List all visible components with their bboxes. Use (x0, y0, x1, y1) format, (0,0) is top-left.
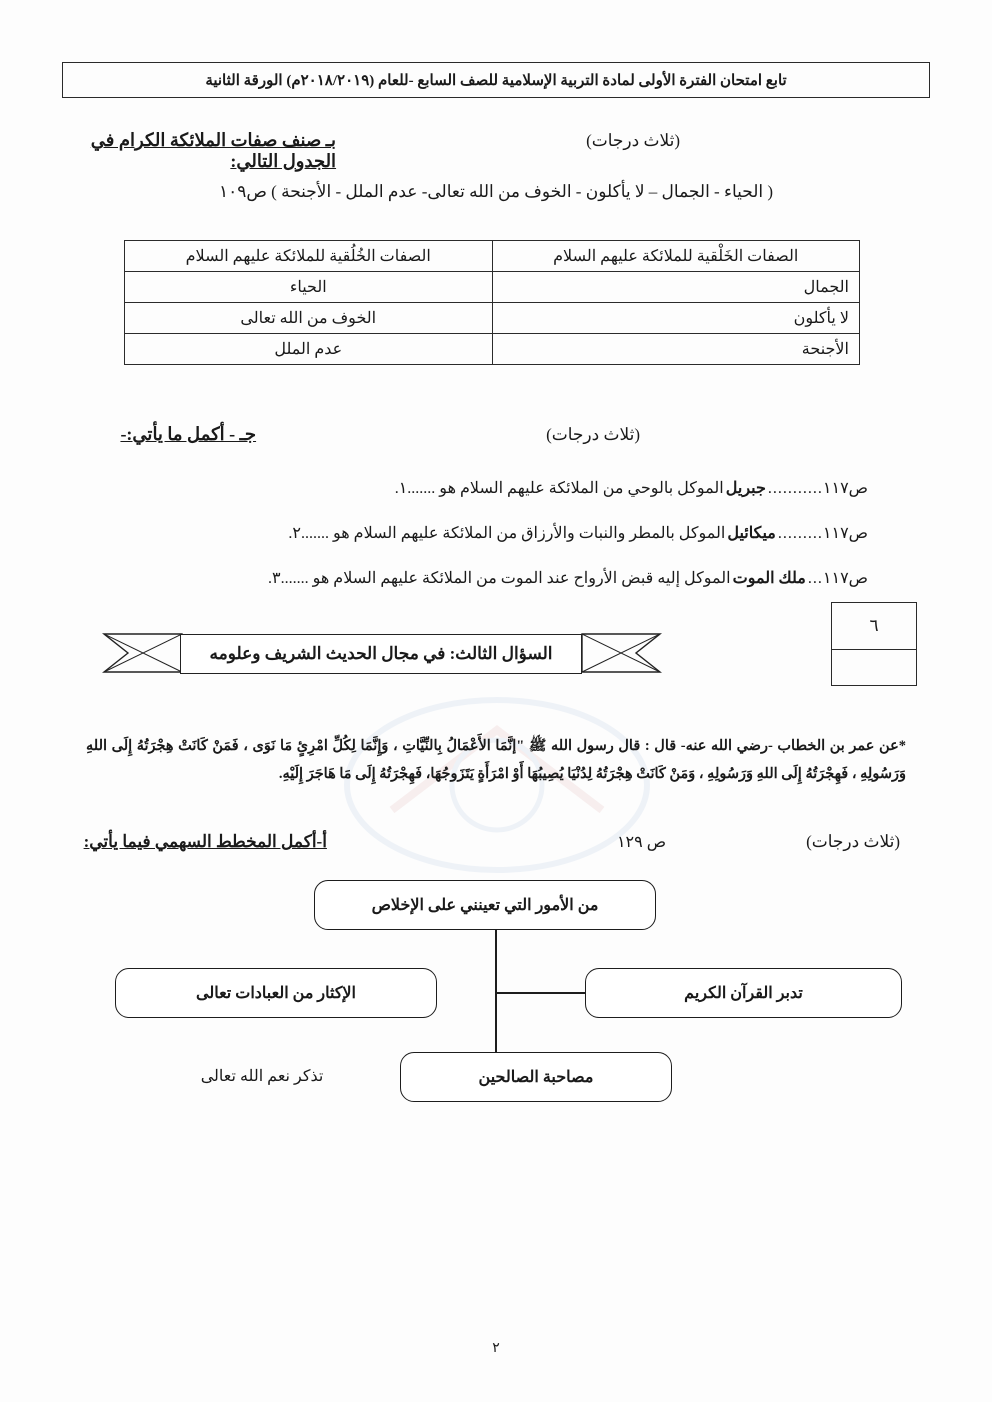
fill-item-dots-3: ... (807, 570, 823, 587)
fill-item (62, 523, 882, 543)
section-b-heading (62, 130, 930, 172)
diagram-node-left: الإكثار من العبادات تعالى (115, 968, 437, 1018)
diagram-node-root: من الأمور التي تعينني على الإخلاص (314, 880, 656, 930)
fill-item-answer-3: ملك الموت (732, 570, 806, 587)
table-row (125, 303, 860, 334)
hadith-text: *عن عمر بن الخطاب -رضي الله عنه- قال : قال رسول الله ﷺ "إنَّمَا الأَعْمَالُ بِالنِّيَّاتِ ، وَإِنَّمَا لِكُلِّ امْرِئٍ مَا نَوَى ، فَمَنْ كَانَتْ هِجْرَتُهُ إِلَى اللهِ وَرَسُولِهِ ، فَهِجْرَتُهُ إِلَى اللهِ وَرَسُولِهِ ، وَمَنْ كَانَتْ هِجْرَتُهُ لِدُنْيَا يُصِيبُهَا أَوْ امْرَأَةٍ يَتَزَوجُهَا، فَهِجْرَتُهُ إِلَى مَا هَاجَرَ إِلَيْهِ. (86, 738, 906, 783)
cell-khalqiya-3: الأجنحة (492, 334, 860, 365)
diagram-note-handwritten: تذكر نعم الله تعالى (200, 1068, 324, 1085)
cell-khuluqiya-2: الخوف من الله تعالى (125, 303, 493, 334)
mark-box-empty-cell (832, 650, 916, 684)
fill-item-dots-2: ......... (777, 525, 823, 542)
section-a2-marks: (ثلاث درجات) (806, 832, 900, 851)
mark-box (831, 602, 917, 686)
exam-header-box (62, 62, 930, 98)
table-header-row (125, 241, 860, 272)
page-number: ٢ (492, 1341, 500, 1356)
diagram-connector-vertical (495, 928, 497, 1068)
section-c-label: جـ - أكمل ما يأتي:- (120, 424, 257, 444)
section-b-choices-text: ( الحياء - الجمال – لا يأكلون - الخوف من الله تعالى- عدم الملل - الأجنحة ) ص١٠٩ (218, 182, 774, 201)
diagram-node-right: تدبر القرآن الكريم (585, 968, 902, 1018)
table-header-khalqiya: الصفات الخَلْقية للملائكة عليهم السلام (492, 241, 860, 272)
fill-item-text-1: الموكل بالوحي من الملائكة عليهم السلام هو ....... (407, 480, 724, 497)
section-b-choices (62, 182, 930, 202)
diagram-node-bottom: مصاحبة الصالحين (400, 1052, 672, 1102)
fill-item-answer-1: جبريل (725, 480, 766, 497)
cell-khuluqiya-3: عدم الملل (125, 334, 493, 365)
fill-item-text-2: الموكل بالمطر والنبات والأرزاق من الملائكة عليهم السلام هو ....... (300, 525, 726, 542)
cell-khuluqiya-1: الحياء (125, 272, 493, 303)
fill-item-num-1: ١. (394, 480, 408, 497)
fill-item-num-2: ٢. (288, 525, 301, 542)
section-b-marks: (ثلاث درجات) (586, 131, 680, 150)
section-a2-page-ref: ص ١٢٩ (616, 834, 667, 851)
fill-item-page-1: ص١١٧ (822, 480, 868, 497)
table-row (125, 272, 860, 303)
fill-item-text-3: الموكل إليه قبض الأرواح عند الموت من الملائكة عليهم السلام هو ....... (280, 570, 731, 587)
section-a2-heading (62, 832, 930, 852)
exam-header-title: تابع امتحان الفترة الأولى لمادة التربية الإسلامية للصف السابع -للعام (٢٠١٨/٢٠١٩م) الورقة الثانية (205, 72, 787, 89)
section-c-heading (62, 424, 930, 445)
fill-item-num-3: ٣. (268, 570, 281, 587)
fill-item-dots-1: ........... (767, 480, 823, 497)
fill-item (62, 478, 882, 498)
fill-item-page-3: ص١١٧ (822, 570, 868, 587)
section-a2-label: أ-أكمل المخطط السهمي فيما يأتي: (83, 832, 327, 851)
table-row (125, 334, 860, 365)
fill-item-page-2: ص١١٧ (822, 525, 868, 542)
fill-item (62, 568, 882, 588)
cell-khalqiya-2: لا يأكلون (492, 303, 860, 334)
section-b-label: بـ صنف صفات الملائكة الكرام في الجدول التالي: (90, 130, 337, 171)
mark-box-value: ٦ (832, 603, 916, 650)
question-three-title: السؤال الثالث: في مجال الحديث الشريف وعلومه (180, 634, 582, 674)
cell-khalqiya-1: الجمال (492, 272, 860, 303)
section-c-marks: (ثلاث درجات) (546, 425, 640, 444)
table-header-khuluqiya: الصفات الخُلُقية للملائكة عليهم السلام (125, 241, 493, 272)
angel-attributes-table (124, 240, 860, 365)
question-three-banner (102, 628, 662, 678)
fill-item-answer-2: ميكائيل (727, 525, 776, 542)
